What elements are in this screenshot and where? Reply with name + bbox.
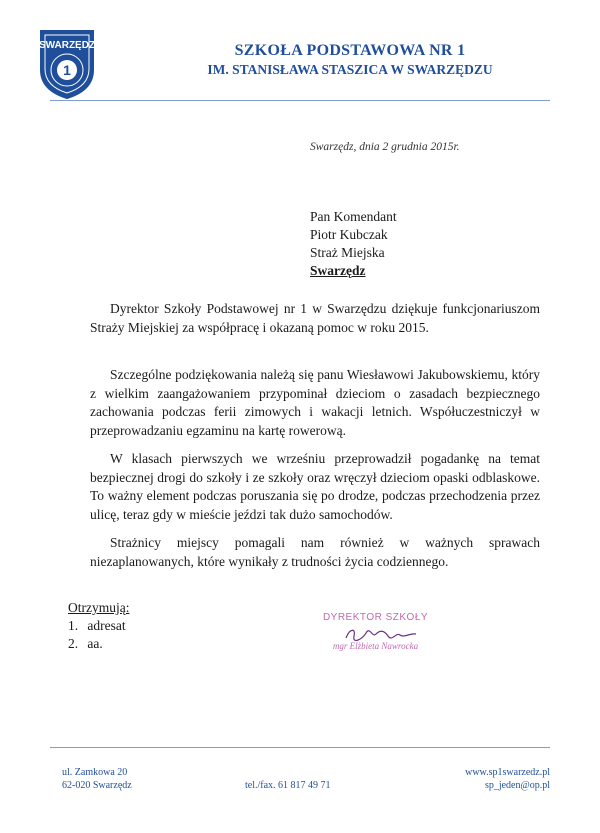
list-item: 2. aa.	[68, 636, 103, 651]
footer-email: sp_jeden@op.pl	[484, 780, 550, 791]
body-paragraph	[90, 534, 540, 571]
body-paragraph	[90, 366, 540, 440]
footer-phone: tel./fax. 61 817 49 71	[245, 780, 331, 791]
director-name: mgr Elżbieta Nawrocka	[332, 641, 419, 651]
distribution-title: Otrzymują:	[68, 600, 130, 615]
recipient-block	[310, 208, 397, 280]
list-item: 1. adresat	[68, 618, 126, 633]
director-stamp: DYREKTOR SZKOŁY	[322, 612, 429, 623]
body-paragraph	[90, 450, 540, 524]
footer-address	[62, 766, 132, 792]
school-logo	[38, 28, 96, 100]
footer-street: ul. Zamkowa 20	[62, 767, 128, 778]
paragraph-text: Szczególne podziękowania należą się panu Wiesławowi Jakubowskiemu, który z wielkim zaangażowaniem przypominał dzieciom o zasadach bezpiecznego zachowania podczas ferii zimowych i wakacji letnich. Współuczestniczył w przeprowadzaniu egzaminu na kartę rowerową.	[90, 367, 540, 438]
footer-contact	[430, 766, 550, 792]
recipient-name: Piotr Kubczak	[310, 227, 388, 242]
paragraph-text: Dyrektor Szkoły Podstawowej nr 1 w Swarzędzu dziękuje funkcjonariuszom Straży Miejskiej za współpracę i okazaną pomoc w roku 2015.	[90, 301, 540, 335]
distribution-list	[68, 599, 129, 653]
footer-website: www.sp1swarzedz.pl	[465, 767, 550, 778]
footer-divider	[50, 747, 550, 748]
header-divider	[50, 100, 550, 101]
paragraph-text: Strażnicy miejscy pomagali nam również w ważnych sprawach niezaplanowanych, które wynikały z trudności życia codziennego.	[90, 535, 540, 569]
logo-top-text: SWARZĘDZ	[38, 40, 96, 51]
letter-date: Swarzędz, dnia 2 grudnia 2015r.	[310, 141, 460, 153]
recipient-city: Swarzędz	[310, 263, 366, 278]
body-paragraph	[90, 300, 540, 337]
paragraph-text: W klasach pierwszych we wrześniu przeprowadził pogadankę na temat bezpiecznej drogi do szkoły i ze szkoły oraz wręczył dzieciom opaski odblaskowe. To ważny element podczas poruszania się po drodze, podczas przechodzenia przez ulicę, teraz gdy w mieście jeździ tak dużo samochodów.	[90, 451, 540, 522]
school-name: SZKOŁA PODSTAWOWA NR 1	[234, 42, 466, 59]
logo-number: 1	[63, 62, 71, 78]
recipient-title: Pan Komendant	[310, 209, 397, 224]
school-patron: IM. STANISŁAWA STASZICA W SWARZĘDZU	[207, 62, 493, 77]
footer-postal: 62-020 Swarzędz	[62, 780, 132, 791]
recipient-organization: Straż Miejska	[310, 245, 385, 260]
